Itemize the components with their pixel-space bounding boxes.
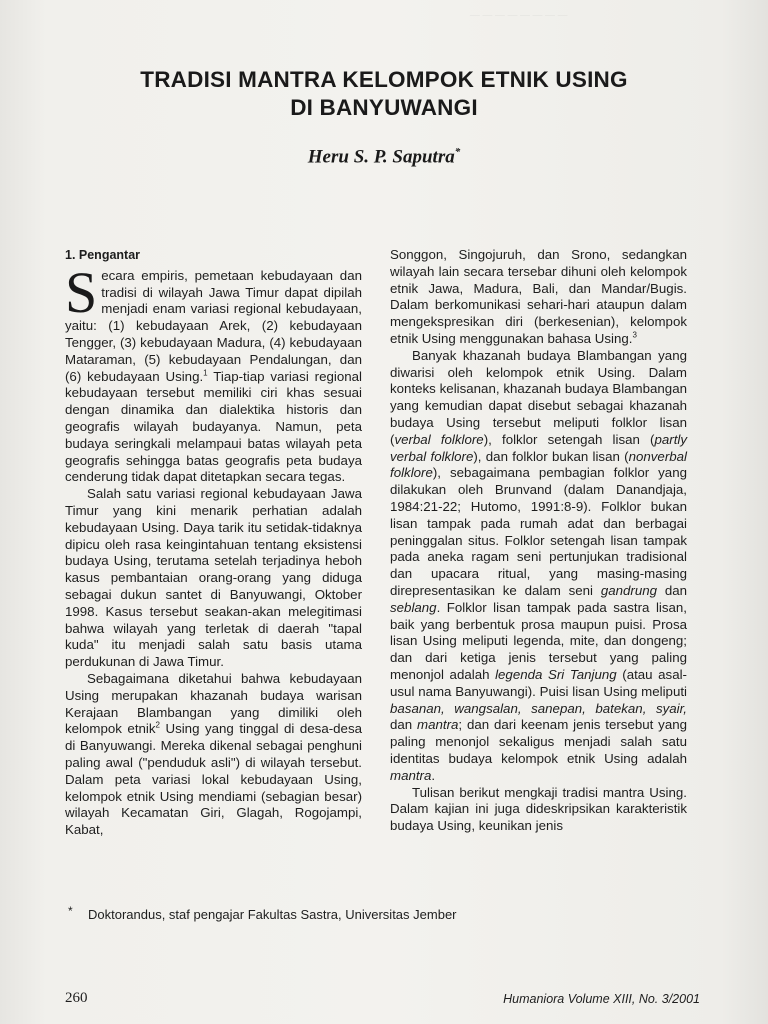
p5-a: Banyak khazanah budaya Blambangan yang diwarisi oleh kelompok etnik Using. Dalam konteks kelisanan, khazanah budaya Blambangan yang kemudian dapat disebut sebagai khazanah budaya Using tersebut meliputi folklor lisan ( [390, 347, 687, 447]
section-heading: 1. Pengantar [65, 248, 141, 262]
p5-i2: partly verbal folklore [390, 431, 688, 464]
paragraph-1 [65, 259, 362, 486]
p5-b: ), folklor setengah lisan ( [483, 431, 655, 447]
p5-i4: gandrung [600, 582, 658, 598]
p5-i7: basanan, wangsalan, sanepan, batekan, syair, [390, 700, 687, 716]
paragraph-4-text: Songgon, Singojuruh, dan Srono, sedangkan wilayah lain secara tersebar dihuni oleh kelompok etnik Jawa, Madura, Bali, dan Mandar/Bugis. Dalam berkomunikasi sehari-hari ataupun dalam mengekspresikan diri (berkesenian), kelompok etnik Using menggunakan bahasa Using. [390, 247, 687, 346]
paragraph-3 [65, 671, 362, 839]
title-line-2: DI BANYUWANGI [290, 95, 478, 120]
title-line-1: TRADISI MANTRA KELOMPOK ETNIK USING [140, 67, 628, 92]
drop-cap: S [65, 259, 98, 325]
paragraph-6: Tulisan berikut mengkaji tradisi mantra Using. Dalam kajian ini juga dideskripsikan karakteristik budaya Using, keunikan jenis [390, 784, 687, 834]
author-line [0, 146, 768, 168]
paragraph-2: Salah satu variasi regional kebudayaan Jawa Timur yang kini menarik perhatian adalah kebudayaan Using. Daya tarik itu setidak-tidaknya dipicu oleh rasa keingintahuan tentang eksistensi budaya Using, terutama setelah terjadinya heboh kasus pembantaian orang-orang yang diduga sebagai dukun santet di Banyuwangi, Oktober 1998. Kasus tersebut seakan-akan melegitimasi bahwa wilayah yang terletak di daerah "tapal kuda" itu menjadi salah satu basis utama perdukunan di Jawa Timur. [65, 486, 362, 670]
p5-i1: verbal folklore [394, 431, 484, 447]
author-name: Heru S. P. Saputra [307, 146, 455, 168]
paragraph-3-text-a: Sebagaimana diketahui bahwa kebudayaan Using merupakan khazanah budaya warisan Kerajaan Blambangan yang dimiliki oleh kelompok etnik [65, 670, 362, 737]
p5-i5: seblang [390, 599, 437, 615]
p5-f: . Folklor lisan tampak pada sastra lisan, baik yang berbentuk prosa maupun puisi. Prosa lisan Using meliputi legenda, mite, dan dongeng; dan dari ketiga jenis tersebut yang paling menonjol adalah [390, 599, 687, 682]
p5-h: dan [390, 717, 418, 733]
footnote-ref-2: 2 [155, 720, 160, 730]
p5-i8: mantra [417, 717, 459, 733]
paragraph-1-text: ecara empiris, pemetaan kebudayaan dan tradisi di wilayah Jawa Timur dapat dipilah menjadi enam variasi regional kebudayaan, yaitu: (1) kebudayaan Arek, (2) kebudayaan Tengger, (3) kebudayaan Madura, (4) kebudayaan Mataraman, (5) kebudayaan Pendalungan, dan (6) kebudayaan Using. [65, 267, 362, 384]
paragraph-5 [390, 348, 687, 785]
footnote-marker: * [68, 904, 73, 918]
left-column [65, 247, 362, 839]
right-column [390, 247, 687, 835]
p5-g: (atau asal-usul nama Banyuwangi). Puisi lisan Using meliputi [390, 666, 687, 699]
p5-k: . [431, 767, 436, 783]
paragraph-3-text-b: Using yang tinggal di desa-desa di Banyuwangi. Mereka dikenal sebagai penghuni paling awal ("penduduk asli") di wilayah tersebut. Dalam peta variasi lokal kebudayaan Using, kelompok etnik Using mendiami (sebagian besar) wilayah Kecamatan Giri, Glagah, Rogojampi, Kabat, [65, 721, 362, 838]
p5-i3: nonverbal folklore [390, 448, 687, 481]
paragraph-4 [390, 247, 687, 348]
footnote [68, 904, 708, 922]
p5-i6: legenda Sri Tanjung [495, 666, 617, 682]
footnote-ref-1: 1 [203, 368, 208, 378]
footnote-ref-3: 3 [632, 330, 637, 340]
p5-i9: mantra [390, 767, 432, 783]
p5-c: ), dan folklor bukan lisan ( [473, 448, 629, 464]
p5-j: ; dan dari keenam jenis tersebut yang paling menonjol sekaligus menjadi salah satu identitas budaya kelompok etnik Using adalah [390, 717, 688, 766]
paragraph-1-rest: Tiap-tiap variasi regional kebudayaan tersebut memiliki ciri khas sesuai dengan dinamika dan dialektika historis dan geografis wilayah budayanya. Namun, peta budaya seringkali melampaui batas wilayah peta geografis sehingga batas geografis peta budaya cenderung tidak dapat ditetapkan secara tegas. [65, 368, 362, 485]
article-title [40, 66, 728, 122]
p5-e: dan [657, 582, 687, 598]
bleed-through: — — — — — — — — [470, 9, 568, 21]
footnote-text: Doktorandus, staf pengajar Fakultas Sastra, Universitas Jember [88, 907, 457, 922]
journal-citation: Humaniora Volume XIII, No. 3/2001 [503, 992, 700, 1006]
p5-d: ), sebagaimana pembagian folklor yang dilakukan oleh Brunvand (dalam Danandjaja, 1984:21-22; Hutomo, 1991:8-9). Folklor bukan lisan tampak pada rumah adat dan berbagai peninggalan situs. Folklor setengah lisan tampak pada aneka ragam seni pertunjukan tradisional dan upacara ritual, yang masing-masing direpresentasikan ke dalam seni [390, 465, 687, 598]
page-number: 260 [65, 990, 88, 1006]
author-footnote-marker: * [454, 146, 461, 158]
